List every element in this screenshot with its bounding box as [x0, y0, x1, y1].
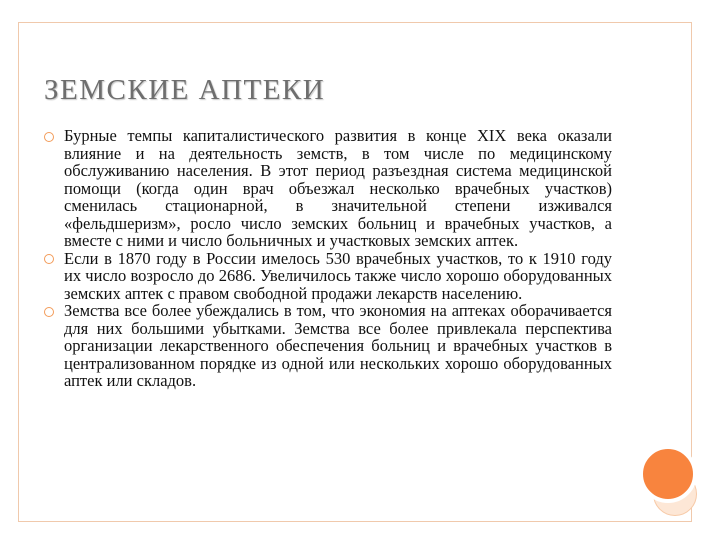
bullet-text: Бурные темпы капиталистического развития в конце XIX века оказали влияние и на деятельность земств, в том числе по медицинскому обслуживанию населения. В этот период разъездная система медицинской помощи (когда один врач объезжал несколько врачебных участков) сменилась стационарной, в значительной степени изживался «фельдшеризм», росло число земских больниц и врачебных участков, а вместе с ними и число больничных и участковых земских аптек. [64, 126, 612, 250]
bullet-item [44, 250, 612, 303]
bullet-item [44, 302, 612, 390]
slide-title: ЗЕМСКИЕ АПТЕКИ [44, 74, 326, 106]
bullet-circle-icon [44, 254, 54, 264]
bullet-circle-icon [44, 307, 54, 317]
bullet-text: Если в 1870 году в России имелось 530 врачебных участков, то к 1910 году их число возросло до 2686. Увеличилось также число хорошо оборудованных земских аптек с правом свободной продажи лекарств населению. [64, 248, 612, 303]
decorative-orange-circle [639, 445, 697, 503]
bullet-list [44, 127, 612, 390]
bullet-circle-icon [44, 132, 54, 142]
bullet-item [44, 127, 612, 250]
bullet-text: Земства все более убеждались в том, что экономия на аптеках оборачивается для них большими убытками. Земства все более привлекала перспектива организации лекарственного обеспечения больниц и врачебных участков в централизованном порядке из одной или нескольких хорошо оборудованных аптек или складов. [64, 301, 612, 390]
